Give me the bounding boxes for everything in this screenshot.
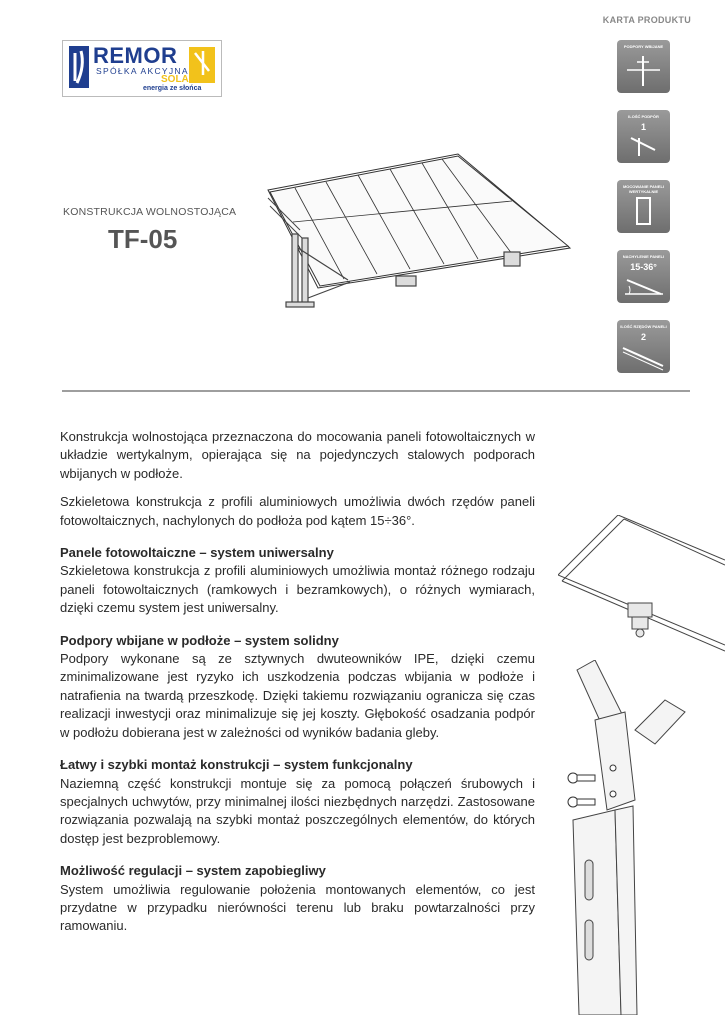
logo-tagline: energia ze słońca: [143, 85, 202, 92]
logo-brand: REMOR: [93, 43, 178, 68]
section-heading: Podpory wbijane w podłoże – system solidny: [60, 632, 339, 648]
panel-orientation-icon: [617, 180, 670, 233]
panel-tilt-icon: [617, 250, 670, 303]
section-text: Naziemną część konstrukcji montuje się za pomocą połączeń śrubowych i specjalnych uchwytów, przy minimalnej ilości niezbędnych narzędzi. Zastosowane rozwiązania pozwalają na szybki montaż poszczególnych elementów, do których dostęp jest bezproblemowy.: [60, 775, 535, 846]
supports-count-icon: [617, 110, 670, 163]
section-text: Podpory wykonane są ze sztywnych dwuteowników IPE, dzięki czemu zminimalizowane jest ryzyko ich uszkodzenia podczas wbijania w podłoże i natrafienia na twardą przeszkodę. Dzięki takiemu rozwiązaniu ogranicza się czas realizacji inwestycji oraz minimalizuje się jej koszty. Głębokość osadzania podpór w podłożu dobierana jest w zależności od wyników badania gleby.: [60, 651, 535, 740]
icon-caption: NACHYLENIE PANELI: [622, 254, 665, 259]
section-heading: Możliwość regulacji – system zapobiegliwy: [60, 863, 326, 879]
icon-caption: ILOŚĆ PODPÓR: [628, 114, 659, 119]
section-text: System umożliwia regulowanie położenia montowanych elementów, co jest przydatne w przypadku nierówności terenu lub braku powtarzalności przy ramowaniu.: [60, 881, 535, 934]
section-text: Szkieletowa konstrukcja z profili aluminiowych umożliwia montaż różnego rodzaju paneli fotowoltaicznych (ramkowych i bezramkowych), o różnych wymiarach, dzięki czemu system jest uniwersalny.: [60, 563, 535, 616]
feature-section: [60, 756, 535, 848]
icon-value: 15-36°: [630, 262, 657, 272]
icon-caption: PODPORY WBIJANE: [623, 44, 664, 49]
icon-caption: ILOŚĆ RZĘDÓW PANELI: [620, 324, 667, 329]
icon-value: 1: [640, 122, 646, 132]
section-divider: [62, 390, 690, 392]
intro-paragraph-2: Szkieletowa konstrukcja z profili aluminiowych umożliwia dwóch rzędów paneli fotowoltaicznych, nachylonych do podłoża pod kątem 15÷36°.: [60, 494, 535, 528]
logo-solar: SOLAR: [161, 74, 196, 85]
product-description: [60, 428, 535, 946]
feature-section: [60, 544, 535, 618]
product-card-label: KARTA PRODUKTU: [602, 15, 691, 25]
section-heading: Łatwy i szybki montaż konstrukcji – system funkcjonalny: [60, 757, 413, 773]
company-logo: [62, 40, 222, 97]
support-post-illustration: [555, 660, 695, 1015]
rows-count-icon: [617, 320, 670, 373]
product-title: TF-05: [108, 224, 178, 254]
feature-icons: [617, 40, 670, 390]
intro-paragraph-1: Konstrukcja wolnostojąca przeznaczona do mocowania paneli fotowoltaicznych w układzie wertykalnym, opierająca się na pojedynczych stalowych podporach wbijanych w podłoże.: [60, 429, 535, 481]
feature-section: [60, 632, 535, 742]
mount-type-icon: [617, 40, 670, 93]
icon-caption: MOCOWANIE PANELI WERTYKALNIE: [622, 184, 665, 194]
panel-clamp-illustration: [558, 515, 725, 655]
logo-company: SPÓŁKA AKCYJNA: [96, 66, 189, 76]
product-subtitle: KONSTRUKCJA WOLNOSTOJĄCA: [63, 206, 237, 218]
icon-value: 2: [640, 332, 646, 342]
feature-section: [60, 862, 535, 936]
section-heading: Panele fotowoltaiczne – system uniwersalny: [60, 545, 334, 561]
solar-structure-illustration: [258, 148, 578, 318]
